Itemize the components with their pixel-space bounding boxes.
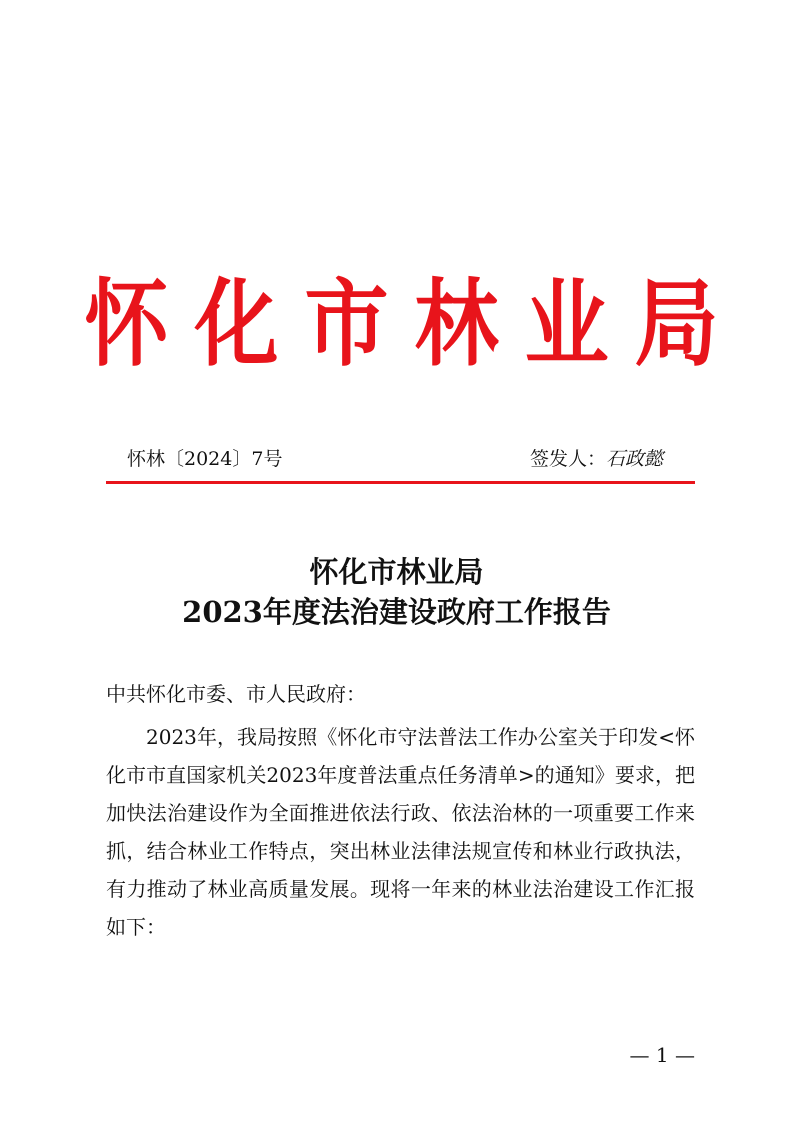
- red-separator-line: [106, 481, 695, 484]
- signer-name: 石政懿: [605, 448, 663, 470]
- body-paragraph: 2023年，我局按照《怀化市守法普法工作办公室关于印发<怀化市市直国家机关2023年度普法重点任务清单>的通知》要求，把加快法治建设作为全面推进依法行政、依法治林的一项重要工作来抓，结合林业工作特点，突出林业法律法规宣传和林业行政执法，有力推动了林业高质量发展。现将一年来的林业法治建设工作汇报如下：: [106, 725, 695, 939]
- page-number: — 1 —: [629, 1043, 695, 1067]
- signer-label: 签发人：: [529, 448, 606, 470]
- document-number: 怀林〔2024〕7号: [127, 448, 283, 470]
- report-title-line-2: 2023年度法治建设政府工作报告: [182, 595, 611, 629]
- signer-block: [530, 446, 663, 472]
- org-header-title: 怀化市林业局: [84, 268, 745, 379]
- salutation: 中共怀化市委、市人民政府：: [106, 682, 366, 706]
- report-title-line-1: 怀化市林业局: [309, 555, 484, 589]
